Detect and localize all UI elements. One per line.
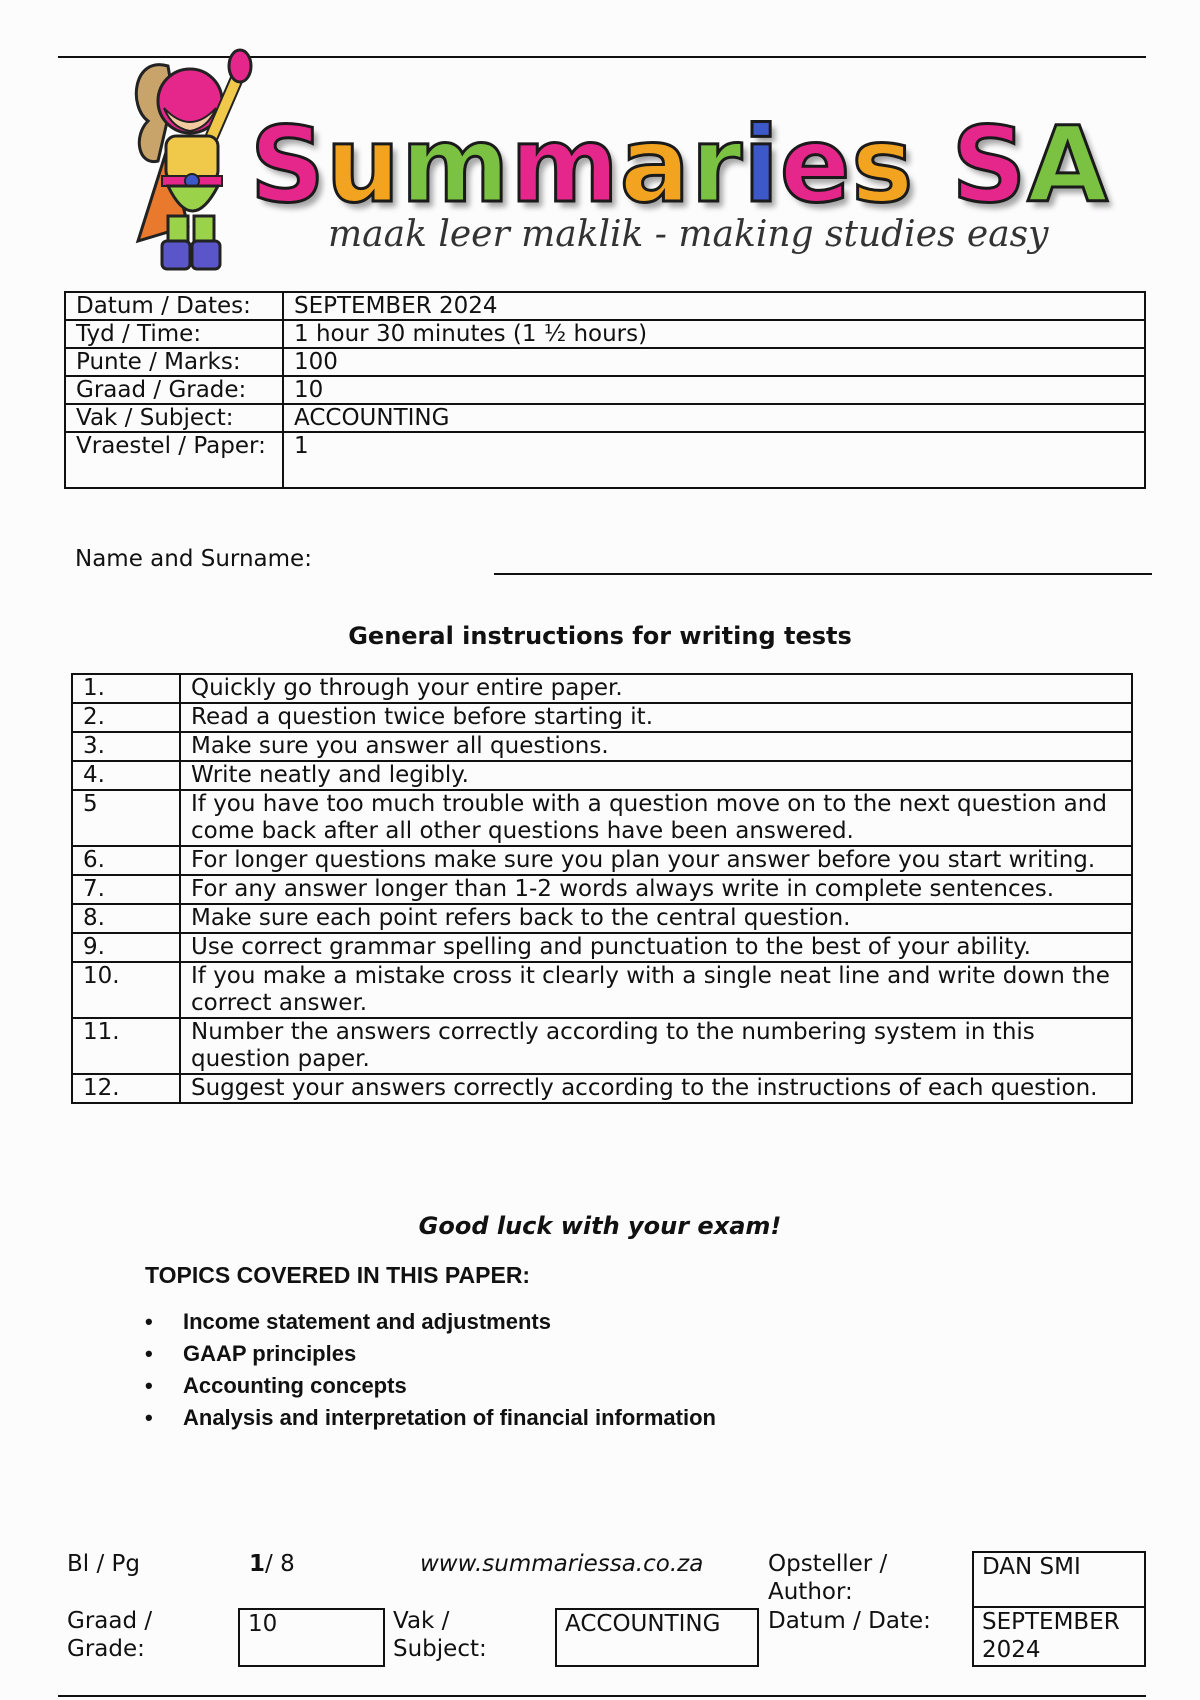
table-row	[72, 732, 1132, 761]
instruction-text: For any answer longer than 1-2 words always write in complete sentences.	[180, 875, 1132, 904]
instruction-text: Quickly go through your entire paper.	[180, 674, 1132, 703]
mascot-illustration	[128, 36, 258, 276]
table-row	[72, 1018, 1132, 1074]
table-row	[72, 790, 1132, 846]
instructions-table	[71, 673, 1133, 1104]
instruction-number: 8.	[72, 904, 180, 933]
instruction-number: 4.	[72, 761, 180, 790]
info-value: 1 hour 30 minutes (1 ½ hours)	[283, 320, 1145, 348]
instruction-text: Suggest your answers correctly according to the instructions of each question.	[180, 1074, 1132, 1103]
info-value: 1	[283, 432, 1145, 488]
header-logo	[128, 36, 1109, 276]
instructions-title: General instructions for writing tests	[348, 622, 852, 650]
info-value: ACCOUNTING	[283, 404, 1145, 432]
info-label: Graad / Grade:	[65, 376, 283, 404]
instruction-number: 11.	[72, 1018, 180, 1074]
exam-info-table	[64, 291, 1146, 489]
instruction-number: 12.	[72, 1074, 180, 1103]
info-value: SEPTEMBER 2024	[283, 292, 1145, 320]
name-surname-label: Name and Surname:	[75, 546, 312, 572]
footer-subject-value: ACCOUNTING	[555, 1608, 759, 1667]
instruction-text: If you make a mistake cross it clearly with a single neat line and write down the correct answer.	[180, 962, 1132, 1018]
footer-author-value: DAN SMI	[972, 1551, 1146, 1608]
instruction-text: Write neatly and legibly.	[180, 761, 1132, 790]
logo-tagline: maak leer maklik - making studies easy	[328, 214, 1049, 255]
instruction-number: 9.	[72, 933, 180, 962]
table-row	[72, 1074, 1132, 1103]
good-luck-message: Good luck with your exam!	[418, 1212, 782, 1240]
instruction-number: 7.	[72, 875, 180, 904]
instruction-text: If you have too much trouble with a question move on to the next question and come back after all other questions have been answered.	[180, 790, 1132, 846]
table-row	[72, 933, 1132, 962]
footer-author-label: Opsteller / Author:	[768, 1551, 888, 1605]
table-row	[72, 846, 1132, 875]
instruction-text: For longer questions make sure you plan your answer before you start writing.	[180, 846, 1132, 875]
instruction-number: 1.	[72, 674, 180, 703]
footer-grade-value: 10	[238, 1608, 385, 1667]
footer-page-label: Bl / Pg	[67, 1551, 141, 1577]
list-item: • Income statement and adjustments	[145, 1306, 716, 1338]
footer-page-number	[249, 1550, 295, 1578]
table-row	[72, 674, 1132, 703]
instruction-number: 6.	[72, 846, 180, 875]
instruction-number: 2.	[72, 703, 180, 732]
info-label: Punte / Marks:	[65, 348, 283, 376]
table-row	[72, 761, 1132, 790]
topics-title: TOPICS COVERED IN THIS PAPER:	[145, 1262, 531, 1288]
table-row	[72, 962, 1132, 1018]
instruction-number: 3.	[72, 732, 180, 761]
table-row	[72, 904, 1132, 933]
instruction-text: Make sure each point refers back to the central question.	[180, 904, 1132, 933]
footer-subject-label: Vak / Subject:	[393, 1608, 487, 1662]
logo-wordmark: Summaries SA	[250, 104, 1109, 226]
name-surname-write-line	[494, 573, 1152, 575]
info-label: Vraestel / Paper:	[65, 432, 283, 488]
info-label: Datum / Dates:	[65, 292, 283, 320]
list-item: • Analysis and interpretation of financial information	[145, 1402, 716, 1434]
info-row-date	[65, 292, 1145, 320]
page-current: 1	[249, 1551, 266, 1577]
info-row-marks	[65, 348, 1145, 376]
topics-list	[145, 1306, 716, 1434]
info-value: 100	[283, 348, 1145, 376]
footer-date-label: Datum / Date:	[768, 1608, 931, 1634]
info-value: 10	[283, 376, 1145, 404]
instruction-text: Make sure you answer all questions.	[180, 732, 1132, 761]
instruction-number: 10.	[72, 962, 180, 1018]
list-item: • Accounting concepts	[145, 1370, 716, 1402]
info-row-subject	[65, 404, 1145, 432]
instruction-text: Use correct grammar spelling and punctuation to the best of your ability.	[180, 933, 1132, 962]
instruction-text: Number the answers correctly according to the numbering system in this question paper.	[180, 1018, 1132, 1074]
footer-website: www.summariessa.co.za	[420, 1551, 704, 1577]
instruction-text: Read a question twice before starting it.	[180, 703, 1132, 732]
info-row-paper	[65, 432, 1145, 488]
info-row-time	[65, 320, 1145, 348]
bottom-rule	[58, 1695, 1146, 1697]
table-row	[72, 703, 1132, 732]
footer-grade-label: Graad / Grade:	[67, 1608, 153, 1662]
footer-date-value: SEPTEMBER 2024	[972, 1606, 1146, 1667]
list-item: • GAAP principles	[145, 1338, 716, 1370]
table-row	[72, 875, 1132, 904]
info-label: Tyd / Time:	[65, 320, 283, 348]
info-row-grade	[65, 376, 1145, 404]
instruction-number: 5	[72, 790, 180, 846]
page-total: / 8	[265, 1551, 295, 1577]
info-label: Vak / Subject:	[65, 404, 283, 432]
